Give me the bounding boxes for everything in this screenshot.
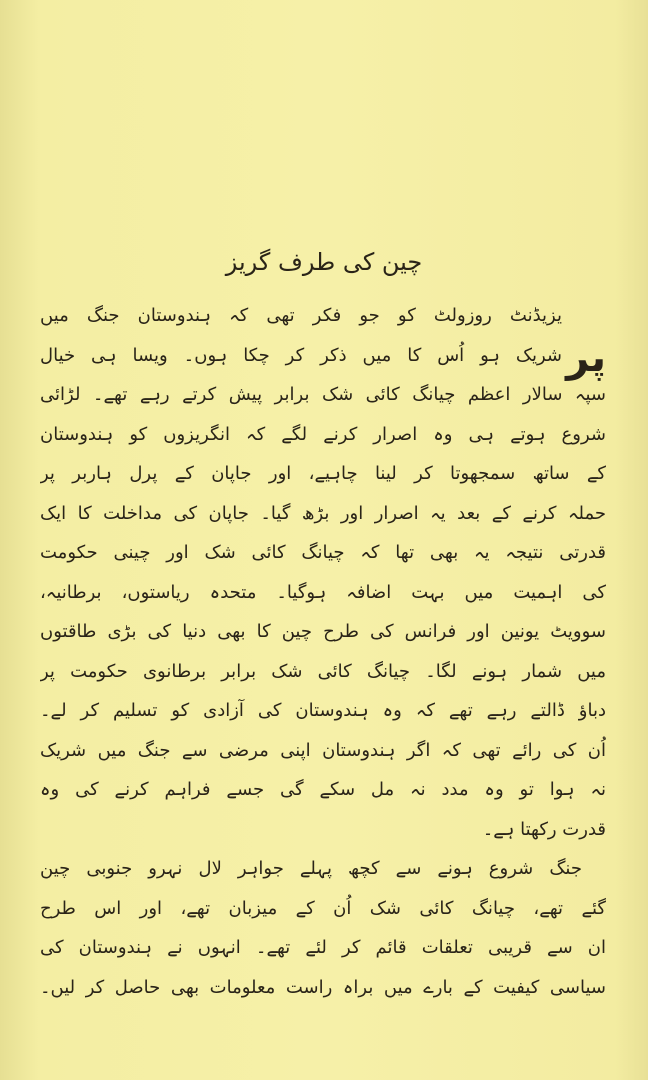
text-line: ان سے قریبی تعلقات قائم کر لئے تھے۔ انہوں نے ہندوستان کی (40, 937, 606, 958)
body-text (40, 296, 606, 1007)
chapter-title: چین کی طرف گریز (225, 248, 423, 276)
text-line: قدرت رکھتا ہے۔ (482, 818, 606, 840)
text-line: سپہ سالار اعظم چیانگ کائی شک برابر پیش کرتے رہے تھے۔ لڑائی (40, 384, 606, 405)
text-line: دباؤ ڈالتے رہے تھے کہ وہ ہندوستان کی آزادی کو تسلیم کر لے۔ (40, 700, 606, 721)
text-line: شروع ہوتے ہی وہ اصرار کرنے لگے کہ انگریزوں کو ہندوستان (40, 423, 606, 445)
text-line: نہ ہوا تو وہ مدد نہ مل سکے گی جسے فراہم کرنے کی وہ (40, 779, 606, 800)
text-line: اُن کی رائے تھی کہ اگر ہندوستان اپنی مرضی سے جنگ میں شریک (40, 739, 606, 761)
text-line: قدرتی نتیجہ یہ بھی تھا کہ چیانگ کائی شک اور چینی حکومت (40, 542, 606, 563)
text-line: سوویٹ یونین اور فرانس کی طرح چین کا بھی دنیا کی بڑی طاقتوں (40, 621, 606, 642)
text-line: کے ساتھ سمجھوتا کر لینا چاہیے، اور جاپان کے پرل ہاربر پر (40, 463, 606, 484)
text-line: جنگ شروع ہونے سے کچھ پہلے جواہر لال نہرو جنوبی چین (40, 858, 582, 879)
text-line: میں شمار ہونے لگا۔ چیانگ کائی شک برابر برطانوی حکومت پر (40, 660, 606, 682)
text-line: یزیڈنٹ روزولٹ کو جو فکر تھی کہ ہندوستان جنگ میں (40, 305, 562, 326)
text-line: گئے تھے، چیانگ کائی شک اُن کے میزبان تھے، اور اس طرح (40, 897, 606, 919)
text-line: کی اہمیت میں بہت اضافہ ہوگیا۔ متحدہ ریاستوں، برطانیہ، (40, 581, 606, 603)
text-line: شریک ہو اُس کا میں ذکر کر چکا ہوں۔ ویسا ہی خیال (40, 344, 562, 366)
text-line: سیاسی کیفیت کے بارے میں براہ راست معلومات بھی حاصل کر لیں۔ (40, 976, 606, 998)
text-line: حملہ کرنے کے بعد یہ اصرار اور بڑھ گیا۔ جاپان کی مداخلت کا ایک (40, 502, 606, 524)
drop-cap: پر (566, 335, 606, 381)
